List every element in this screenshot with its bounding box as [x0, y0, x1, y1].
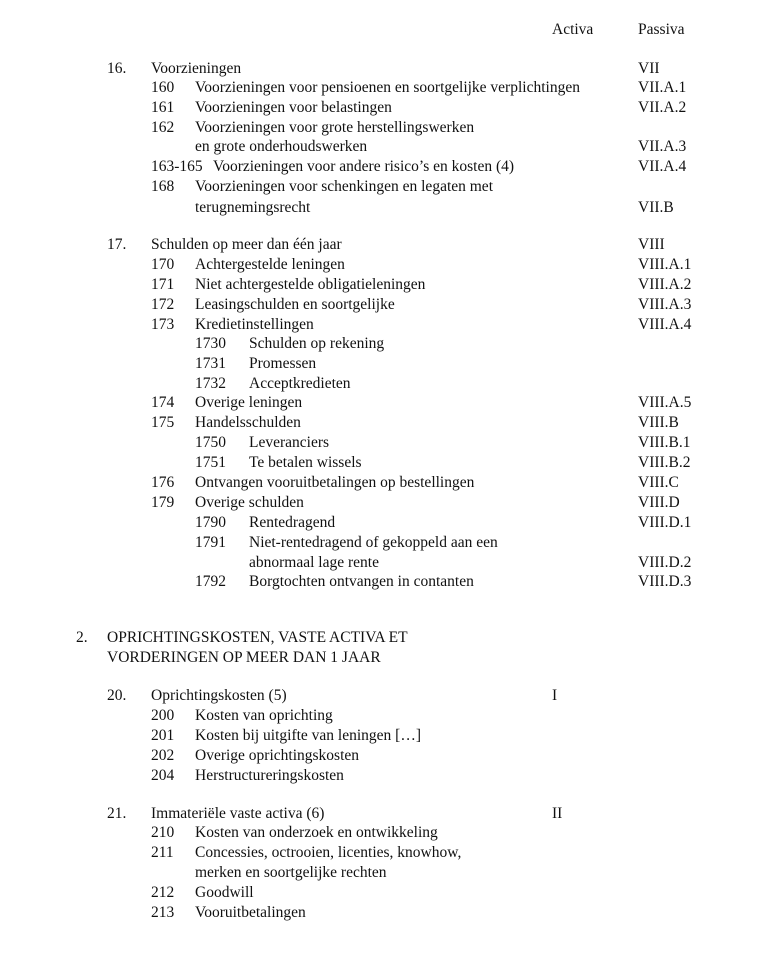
- account-number: 1732: [195, 375, 226, 392]
- account-description: Schulden op rekening: [249, 335, 385, 352]
- account-description: Voorzieningen voor andere risico’s en kosten (4): [213, 158, 515, 175]
- account-description: Niet-rentedragend of gekoppeld aan een: [249, 534, 498, 551]
- account-description: Kredietinstellingen: [195, 316, 314, 333]
- account-number: 17.: [107, 236, 127, 253]
- activa-code: I: [552, 687, 558, 704]
- account-number: 201: [151, 727, 175, 744]
- passiva-code: VIII.A.1: [638, 256, 692, 273]
- account-number: 1730: [195, 335, 226, 352]
- account-number: 1792: [195, 573, 226, 590]
- account-number: 160: [151, 79, 175, 96]
- account-number: 173: [151, 316, 175, 333]
- account-description: Kosten van oprichting: [195, 707, 333, 724]
- account-description: Immateriële vaste activa (6): [151, 805, 325, 822]
- account-description: Acceptkredieten: [249, 375, 351, 392]
- account-description: Niet achtergestelde obligatieleningen: [195, 276, 426, 293]
- passiva-code: VIII.A.5: [638, 394, 692, 411]
- passiva-code: VIII.D.1: [638, 514, 692, 531]
- account-description: Voorzieningen voor pensioenen en soortgelijke verplichtingen: [195, 79, 580, 96]
- column-header-passiva: Passiva: [638, 21, 685, 38]
- account-number: 210: [151, 824, 175, 841]
- account-number: 2.: [76, 629, 88, 646]
- account-number: 172: [151, 296, 175, 313]
- account-number: 1791: [195, 534, 226, 551]
- passiva-code: VII.A.4: [638, 158, 687, 175]
- account-description: en grote onderhoudswerken: [195, 138, 368, 155]
- account-description: Borgtochten ontvangen in contanten: [249, 573, 474, 590]
- account-description: Rentedragend: [249, 514, 336, 531]
- account-number: 162: [151, 119, 175, 136]
- account-number: 176: [151, 474, 175, 491]
- passiva-code: VIII.A.4: [638, 316, 692, 333]
- account-description: Goodwill: [195, 884, 254, 901]
- activa-code: II: [552, 805, 563, 822]
- account-description: Handelsschulden: [195, 414, 301, 431]
- account-description: abnormaal lage rente: [249, 554, 379, 571]
- account-description: OPRICHTINGSKOSTEN, VASTE ACTIVA ET: [107, 629, 408, 646]
- passiva-code: VIII.B: [638, 414, 679, 431]
- passiva-code: VII.B: [638, 199, 674, 216]
- account-number: 20.: [107, 687, 127, 704]
- account-description: Leveranciers: [249, 434, 330, 451]
- passiva-code: VII.A.2: [638, 99, 687, 116]
- passiva-code: VII.A.1: [638, 79, 687, 96]
- account-number: 1750: [195, 434, 226, 451]
- account-description: Promessen: [249, 355, 317, 372]
- account-description: terugnemingsrecht: [195, 199, 311, 216]
- account-description: Overige leningen: [195, 394, 303, 411]
- account-description: Schulden op meer dan één jaar: [151, 236, 342, 253]
- account-number: 1751: [195, 454, 226, 471]
- account-number: 175: [151, 414, 175, 431]
- account-number: 171: [151, 276, 175, 293]
- account-number: 174: [151, 394, 175, 411]
- account-number: 179: [151, 494, 175, 511]
- account-description: Concessies, octrooien, licenties, knowhow,: [195, 844, 462, 861]
- account-description: Te betalen wissels: [249, 454, 362, 471]
- account-number: 168: [151, 178, 175, 195]
- account-number: 202: [151, 747, 175, 764]
- account-description: Achtergestelde leningen: [195, 256, 345, 273]
- passiva-code: VIII.B.1: [638, 434, 691, 451]
- account-number: 213: [151, 904, 175, 921]
- account-number: 170: [151, 256, 175, 273]
- passiva-code: VIII.A.3: [638, 296, 692, 313]
- account-number: 200: [151, 707, 175, 724]
- passiva-code: VII: [638, 60, 660, 77]
- account-description: Kosten van onderzoek en ontwikkeling: [195, 824, 438, 841]
- account-description: Ontvangen vooruitbetalingen op bestellingen: [195, 474, 475, 491]
- passiva-code: VII.A.3: [638, 138, 687, 155]
- passiva-code: VIII.A.2: [638, 276, 692, 293]
- account-description: Kosten bij uitgifte van leningen […]: [195, 727, 421, 744]
- account-description: Oprichtingskosten (5): [151, 687, 287, 704]
- account-description: Overige schulden: [195, 494, 304, 511]
- account-description: Herstructureringskosten: [195, 767, 344, 784]
- account-number: 16.: [107, 60, 127, 77]
- passiva-code: VIII.B.2: [638, 454, 691, 471]
- account-description: Overige oprichtingskosten: [195, 747, 360, 764]
- account-description: Leasingschulden en soortgelijke: [195, 296, 395, 313]
- account-number: 211: [151, 844, 174, 861]
- account-description: Voorzieningen voor belastingen: [195, 99, 392, 116]
- account-number: 1790: [195, 514, 226, 531]
- account-number: 204: [151, 767, 175, 784]
- account-number: 21.: [107, 805, 127, 822]
- passiva-code: VIII.D.3: [638, 573, 692, 590]
- passiva-code: VIII.D.2: [638, 554, 692, 571]
- account-description: Vooruitbetalingen: [195, 904, 306, 921]
- account-number: 163-165: [151, 158, 203, 175]
- account-description: Voorzieningen voor schenkingen en legaten met: [195, 178, 493, 195]
- passiva-code: VIII.D: [638, 494, 680, 511]
- account-description: Voorzieningen voor grote herstellingswerken: [195, 119, 475, 136]
- account-number: 1731: [195, 355, 226, 372]
- passiva-code: VIII: [638, 236, 665, 253]
- account-description: Voorzieningen: [151, 60, 242, 77]
- account-number: 161: [151, 99, 175, 116]
- account-description: VORDERINGEN OP MEER DAN 1 JAAR: [107, 649, 381, 666]
- column-header-activa: Activa: [552, 21, 594, 38]
- passiva-code: VIII.C: [638, 474, 679, 491]
- account-number: 212: [151, 884, 175, 901]
- account-description: merken en soortgelijke rechten: [195, 864, 387, 881]
